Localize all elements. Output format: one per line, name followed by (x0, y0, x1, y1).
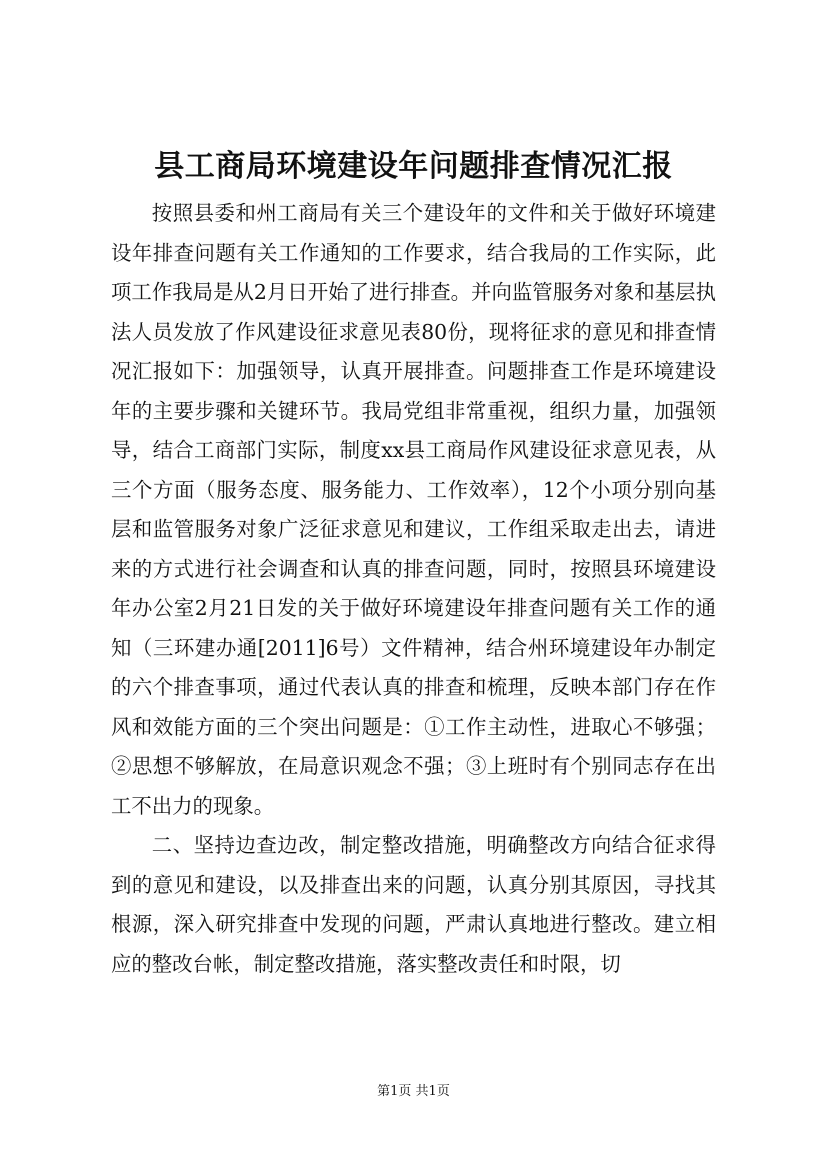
document-body (111, 194, 716, 984)
document-title: 县工商局环境建设年问题排查情况汇报 (154, 149, 673, 184)
paragraph-1: 按照县委和州工商局有关三个建设年的文件和关于做好环境建设年排查问题有关工作通知的工作要求，结合我局的工作实际，此项工作我局是从2月日开始了进行排查。并向监管服务对象和基层执法人员发放了作风建设征求意见表80份，现将征求的意见和排查情况汇报如下：加强领导，认真开展排查。问题排查工作是环境建设年的主要步骤和关键环节。我局党组非常重视，组织力量，加强领导，结合工商部门实际，制度xx县工商局作风建设征求意见表，从三个方面（服务态度、服务能力、工作效率），12个小项分别向基层和监管服务对象广泛征求意见和建议，工作组采取走出去，请进来的方式进行社会调查和认真的排查问题，同时，按照县环境建设年办公室2月21日发的关于做好环境建设年排查问题有关工作的通知（三环建办通[2011]6号）文件精神，结合州环境建设年办制定的六个排查事项，通过代表认真的排查和梳理，反映本部门存在作风和效能方面的三个突出问题是：①工作主动性，进取心不够强；②思想不够解放，在局意识观念不强；③上班时有个别同志存在出工不出力的现象。 (111, 201, 716, 818)
paragraph-2: 二、坚持边查边改，制定整改措施，明确整改方向结合征求得到的意见和建设，以及排查出来的问题，认真分别其原因，寻找其根源，深入研究排查中发现的问题，严肃认真地进行整改。建立相应的整改台帐，制定整改措施，落实整改责任和时限，切 (111, 833, 716, 976)
page-footer: 第1页 共1页 (377, 1084, 450, 1099)
